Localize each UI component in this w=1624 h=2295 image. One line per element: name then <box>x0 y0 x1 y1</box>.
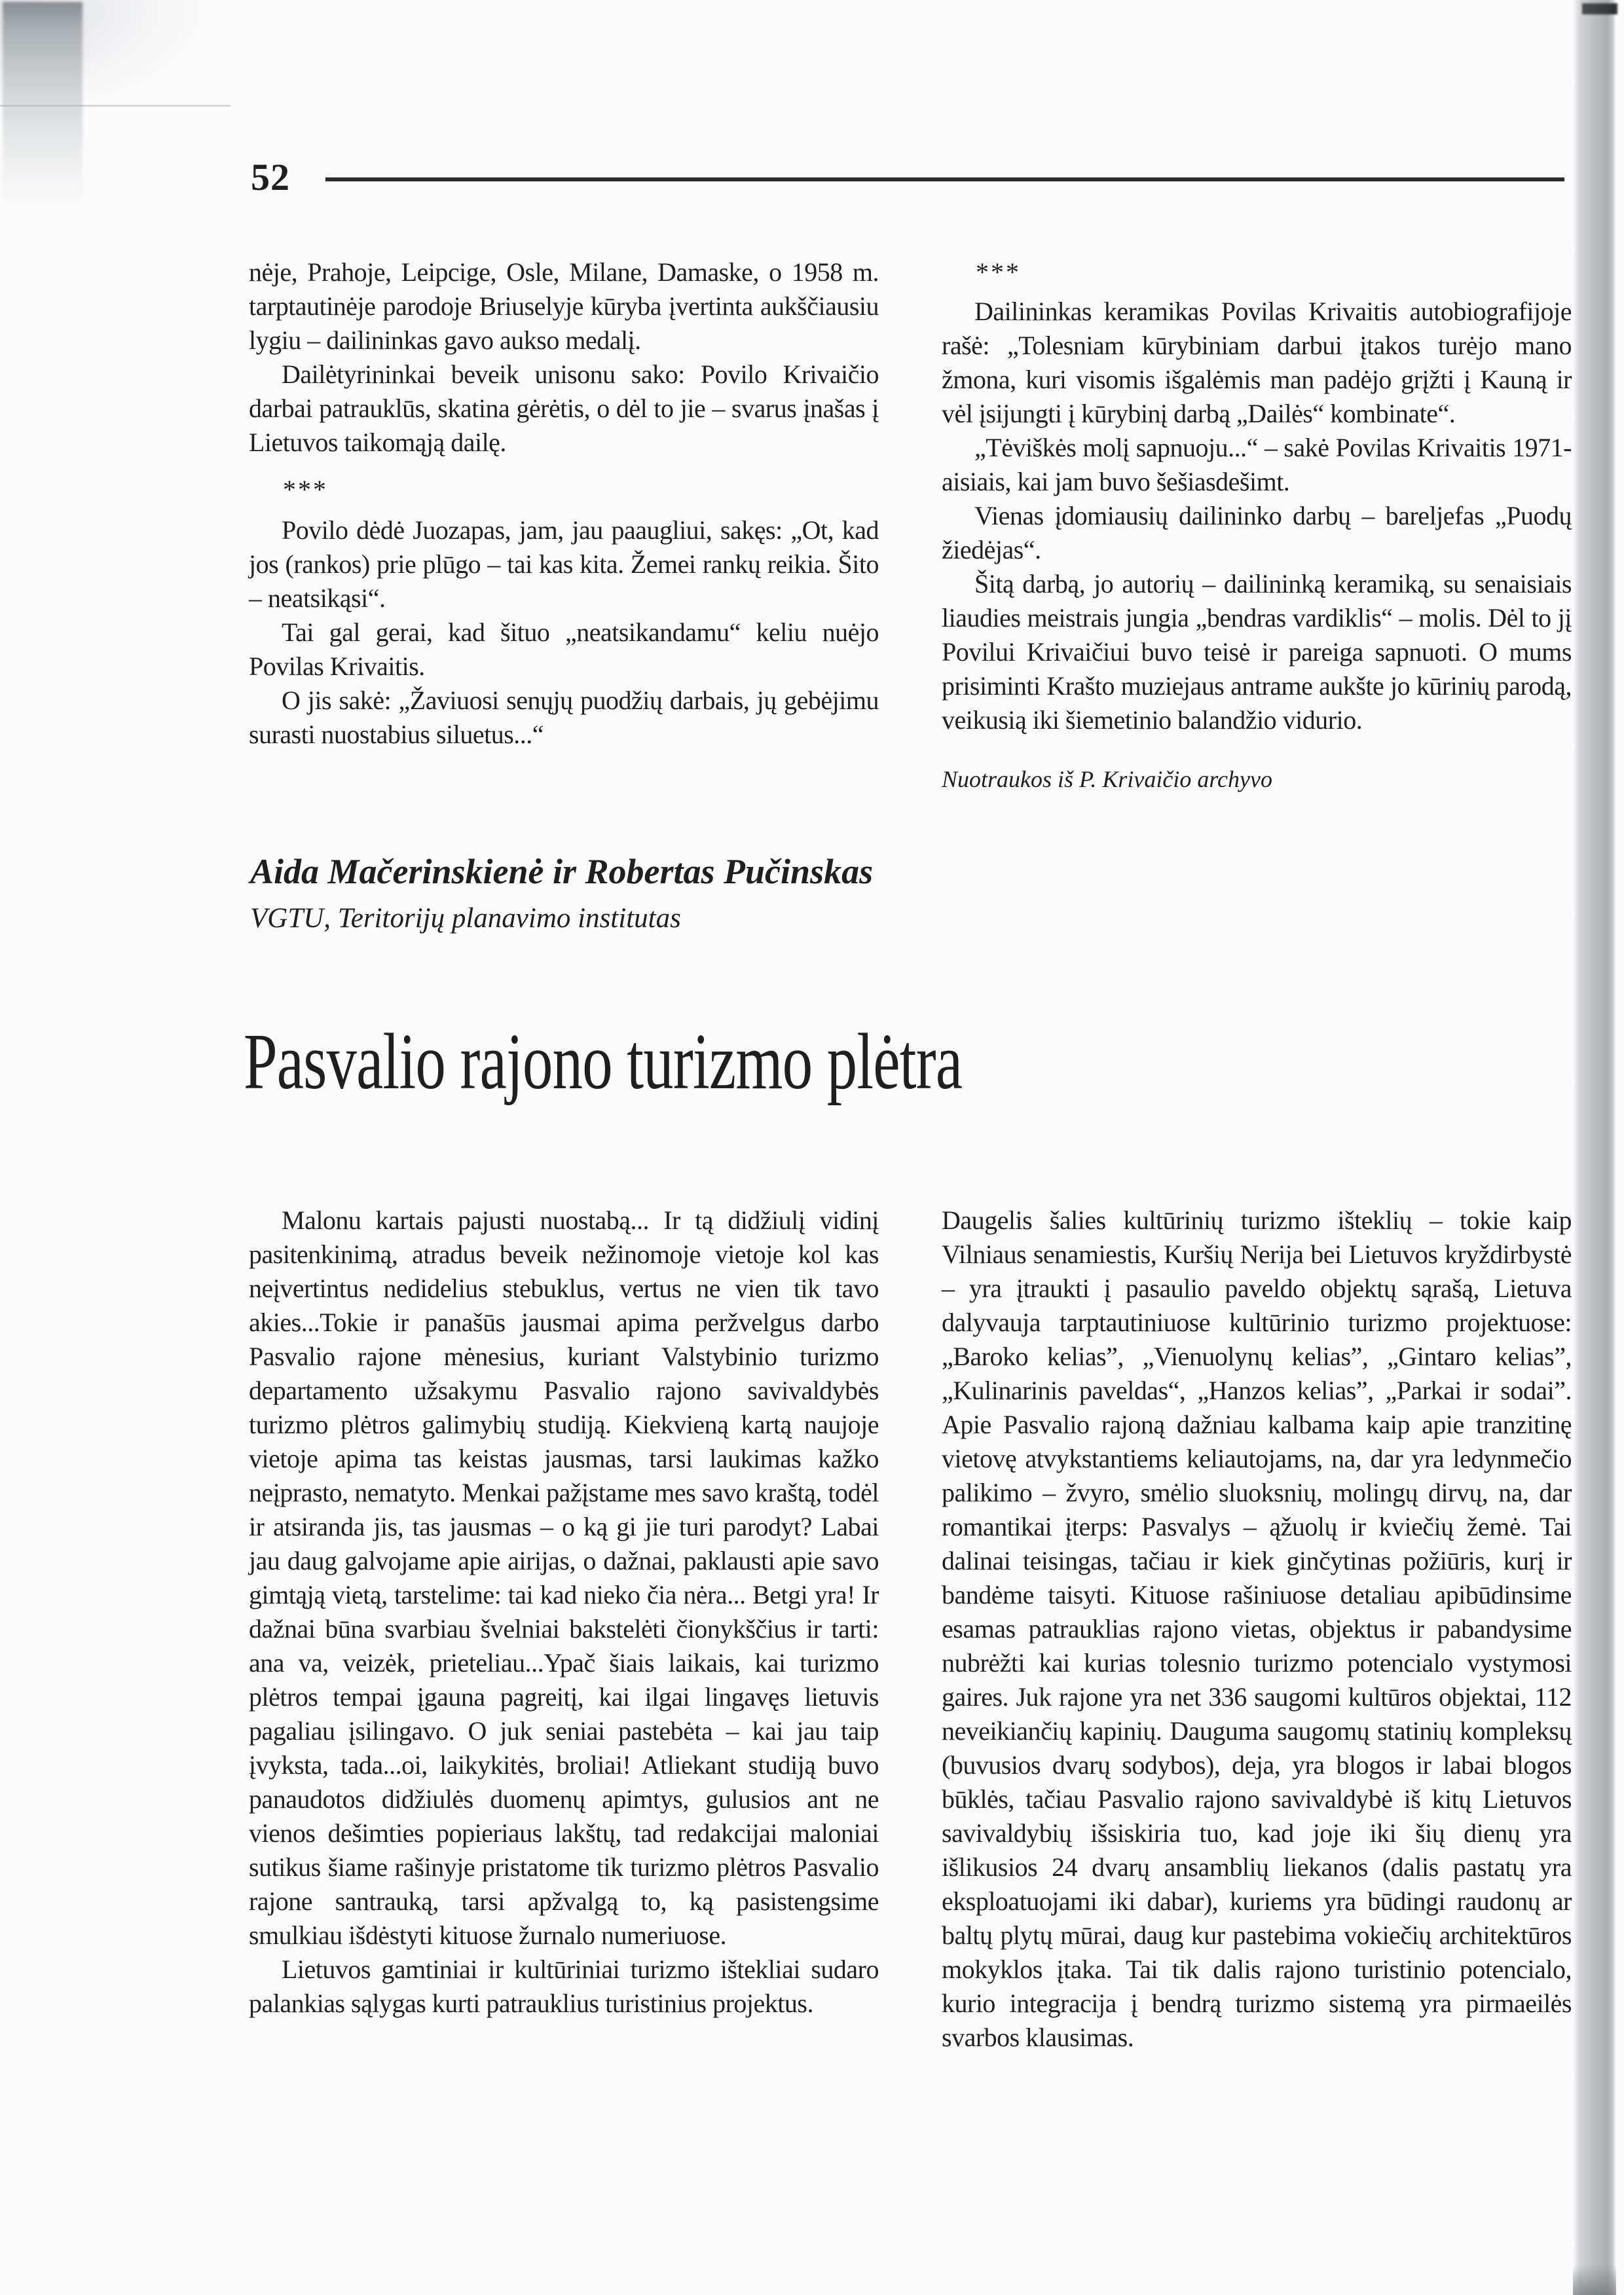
scan-corner-artifact <box>3 2 83 205</box>
article-body-left-column <box>249 1203 879 2021</box>
photo-credit: Nuotraukos iš P. Krivaičio archyvo <box>942 766 1272 792</box>
paragraph: Daugelis šalies kultūrinių turizmo išteklių – tokie kaip Vilniaus senamiestis, Kuršių Nerija bei Lietuvos kryždirbystė – yra įtraukti į pasaulio paveldo objektų sąrašą, Lietuva dalyvauja tarptautiniuose kultūrinio turizmo projektuose: „Baroko kelias”, „Vienuolynų kelias”, „Gintaro kelias”, „Kulinarinis paveldas“, „Hanzos kelias”, „Parkai ir sodai”. Apie Pasvalio rajoną dažniau kalbama kaip apie tranzitinę vietovę atvykstantiems keliautojams, na, dar yra ledynmečio palikimo – žvyro, smėlio sluoksnių, molingų dirvų, na, dar romantikai įterps: Pasvalys – ąžuolų ir kviečių žemė. Tai dalinai teisingas, tačiau ir kiek ginčytinas požiūris, kurį ir bandėme taisyti. Kituose rašiniuose detaliau apibūdinsime esamas patrauklias rajono vietas, objektus ir pabandysime nubrėžti kai kurias tolesnio turizmo potencialo vystymosi gaires. Juk rajone yra net 336 saugomi kultūros objektai, 112 neveikiančių kapinių. Dauguma saugomų statinių kompleksų (buvusios dvarų sodybos), deja, yra blogos ir labai blogos būklės, tačiau Pasvalio rajono savivaldybė iš kitų Lietuvos savivaldybių išsiskiria tuo, kad joje iki šių dienų yra išlikusios 24 dvarų ansamblių liekanos (dalis pastatų yra eksploatuojami iki dabar), kuriems yra būdingi raudonų ar baltų plytų mūrai, daug kur pastebima vokiečių architektūros mokyklos įtaka. Tai tik dalis rajono turistinio potencialo, kurio integracija į bendrą turizmo sistemą yra pirmaeilės svarbos klausimas. <box>942 1205 1572 2052</box>
scan-spine-shadow <box>1573 0 1616 2295</box>
paragraph: Tai gal gerai, kad šituo „neatsikandamu“ keliu nuėjo Povilas Krivaitis. <box>249 617 879 681</box>
paragraph: Dailėtyrininkai beveik unisonu sako: Povilo Krivaičio darbai patrauklūs, skatina gėrėtis, o dėl to jie – svarus įnašas į Lietuvos taikomąją dailę. <box>249 359 879 457</box>
top-article-left-column <box>249 255 879 752</box>
article-authors: Aida Mačerinskienė ir Robertas Pučinskas <box>250 852 874 891</box>
section-separator: *** <box>976 257 1021 287</box>
paragraph: nėje, Prahoje, Leipcige, Osle, Milane, Damaske, o 1958 m. tarptautinėje parodoje Briuselyje kūryba įvertinta aukščiausiu lygiu – dailininkas gavo aukso medalį. <box>249 257 879 355</box>
article-affiliation: VGTU, Teritorijų planavimo institutas <box>250 903 681 934</box>
scan-corner-line <box>0 105 231 107</box>
scan-spine-shadow-bottom-cap <box>1573 2264 1616 2295</box>
paragraph: Malonu kartais pajusti nuostabą... Ir tą didžiulį vidinį pasitenkinimą, atradus beveik nežinomoje vietoje kol kas neįvertintus nedidelius stebuklus, vertus ne vien tik tavo akies...Tokie ir panašūs jausmai apima peržvelgus darbo Pasvalio rajone mėnesius, kuriant Valstybinio turizmo departamento užsakymu Pasvalio rajono savivaldybės turizmo plėtros galimybių studiją. Kiekvieną kartą naujoje vietoje apima tas keistas jausmas, tarsi laukimas kažko neįprasto, nematyto. Menkai pažįstame mes savo kraštą, todėl ir atsiranda jis, tas jausmas – o ką gi jie turi parodyt? Labai jau daug galvojame apie airijas, o dažnai, paklausti apie savo gimtąją vietą, tarstelime: tai kad nieko čia nėra... Betgi yra! Ir dažnai būna svarbiau švelniai bakstelėti čionykščius ir tarti: ana va, veizėk, prieteliau...Ypač šiais laikais, kai turizmo plėtros tempai įgauna pagreitį, kai ilgai lingavęs lietuvis pagaliau įsilingavo. O juk seniai pastebėta – kai jau taip įvyksta, tada...oi, laikykitės, broliai! Atliekant studiją buvo panaudotos didžiulės duomenų apimtys, gulusios ant ne vienos dešimties popieriaus lakštų, tad redakcijai maloniai sutikus šiame rašinyje pristatome tik turizmo plėtros Pasvalio rajone santrauką, tarsi apžvalgą to, ką pasistengsime smulkiau išdėstyti kituose žurnalo numeriuose. <box>249 1205 879 1950</box>
paragraph: Povilo dėdė Juozapas, jam, jau paaugliui, sakęs: „Ot, kad jos (rankos) prie plūgo – tai kas kita. Žemei rankų reikia. Šito – neatsikąsi“. <box>249 515 879 613</box>
paragraph: Lietuvos gamtiniai ir kultūriniai turizmo ištekliai sudaro palankias sąlygas kurti patrauklius turistinius projektus. <box>249 1955 879 2018</box>
paragraph: Šitą darbą, jo autorių – dailininką keramiką, su senaisiais liaudies meistrais jungia „bendras vardiklis“ – molis. Dėl to jį Povilui Krivaičiui buvo teisė ir pareiga sapnuoti. O mums prisiminti Krašto muziejaus antrame aukšte jo kūrinių parodą, veikusią iki šiemetinio balandžio vidurio. <box>942 569 1572 735</box>
article-title: Pasvalio rajono turizmo plėtra <box>244 1018 963 1106</box>
paragraph: „Tėviškės molį sapnuoju...“ – sakė Povilas Krivaitis 1971-aisiais, kai jam buvo šešiasdešimt. <box>942 433 1572 496</box>
paragraph: Vienas įdomiausių dailininko darbų – bareljefas „Puodų žiedėjas“. <box>942 501 1572 564</box>
paragraph: Dailininkas keramikas Povilas Krivaitis autobiografijoje rašė: „Tolesniam kūrybiniam darbui įtakos turėjo mano žmona, kuri visomis išgalėmis man padėjo grįžti į Kauną ir vėl įsijungti į kūrybinį darbą „Dailės“ kombinate“. <box>942 297 1572 428</box>
paragraph: O jis sakė: „Žaviuosi senųjų puodžių darbais, jų gebėjimu surasti nuostabius siluetus...“ <box>249 686 879 749</box>
article-byline <box>250 851 873 934</box>
section-separator: *** <box>283 475 328 504</box>
article-body-right-column <box>942 1203 1572 2055</box>
top-article-right-column <box>942 255 1572 796</box>
scan-spine-shadow-top-cap <box>1582 3 1617 14</box>
page-number: 52 <box>251 156 290 198</box>
header-rule <box>325 177 1564 181</box>
